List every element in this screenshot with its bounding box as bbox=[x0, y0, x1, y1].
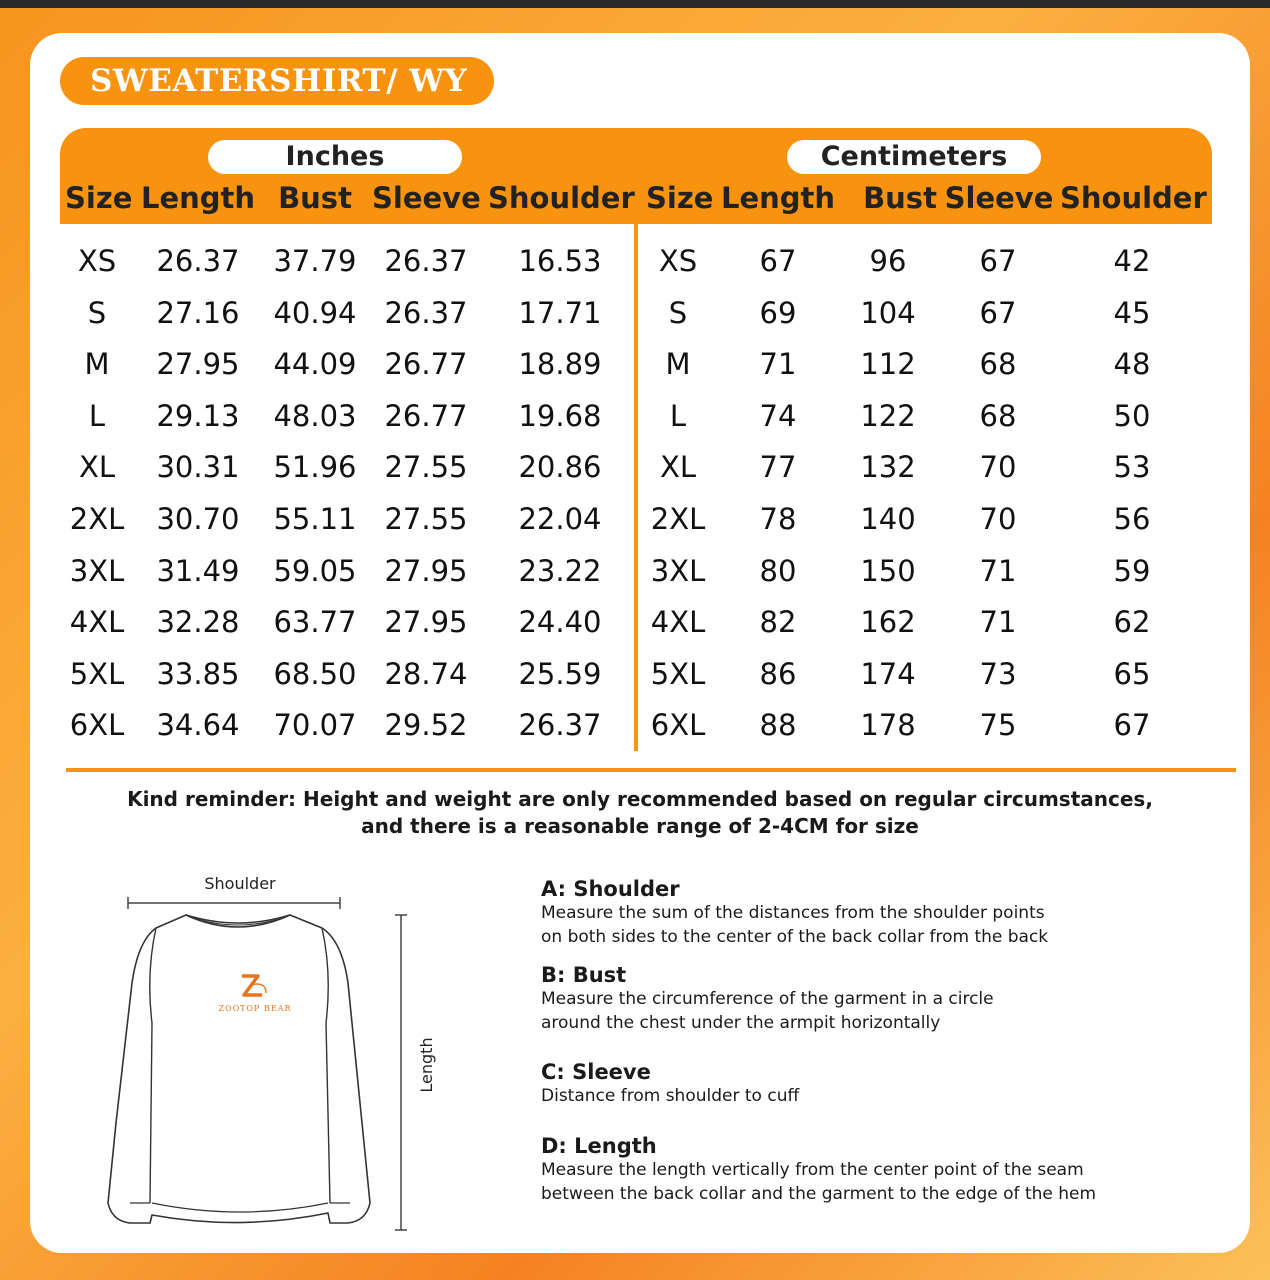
cm-cell-sleeve: 68 bbox=[979, 398, 1017, 433]
inches-cell-shoulder: 16.53 bbox=[518, 244, 602, 278]
cm-cell-shoulder: 50 bbox=[1113, 398, 1151, 433]
inches-cell-size: XL bbox=[78, 450, 116, 485]
inches-cell-bust: 40.94 bbox=[273, 295, 357, 330]
inches-cell-sleeve: 26.37 bbox=[384, 244, 468, 278]
cm-cell-bust: 132 bbox=[860, 450, 916, 485]
cm-cell-size: 2XL bbox=[650, 502, 706, 536]
inches-cell-shoulder: 17.71 bbox=[518, 295, 602, 330]
table-row bbox=[30, 287, 1250, 339]
sleeve-text-line: Distance from shoulder to cuff bbox=[541, 1086, 800, 1106]
cm-col-length: Length bbox=[720, 181, 836, 215]
inches-cell-sleeve: 27.95 bbox=[384, 553, 468, 588]
cm-cell-length: 88 bbox=[759, 708, 797, 743]
cm-cell-shoulder: 62 bbox=[1113, 605, 1151, 640]
table-row bbox=[30, 441, 1250, 493]
inches-cell-bust: 55.11 bbox=[273, 502, 357, 536]
size-chart-card bbox=[30, 33, 1250, 1253]
cm-cell-size: 5XL bbox=[650, 656, 706, 691]
inches-cell-size: 2XL bbox=[69, 502, 125, 536]
inches-cell-length: 30.31 bbox=[156, 450, 240, 485]
inches-unit-label: Inches bbox=[208, 140, 462, 174]
inches-cell-length: 27.95 bbox=[156, 347, 240, 382]
bust-description bbox=[541, 962, 994, 1035]
inches-cell-length: 27.16 bbox=[156, 295, 240, 330]
inches-cell-shoulder: 19.68 bbox=[518, 398, 602, 433]
inches-cell-size: 6XL bbox=[69, 708, 125, 743]
cm-cell-size: 3XL bbox=[650, 553, 706, 588]
reminder-line-1: Kind reminder: Height and weight are only recommended based on regular circumstances, bbox=[127, 787, 1153, 811]
cm-cell-shoulder: 56 bbox=[1113, 502, 1151, 536]
inches-cell-bust: 51.96 bbox=[273, 450, 357, 485]
inches-cell-shoulder: 23.22 bbox=[518, 553, 602, 588]
section-divider bbox=[66, 768, 1236, 772]
inches-cell-length: 34.64 bbox=[156, 708, 240, 743]
cm-cell-shoulder: 48 bbox=[1113, 347, 1151, 382]
cm-col-bust: Bust bbox=[863, 181, 937, 215]
cm-cell-size: XS bbox=[658, 244, 698, 278]
bust-text-line: Measure the circumference of the garment in a circle bbox=[541, 989, 994, 1009]
cm-cell-bust: 140 bbox=[860, 502, 916, 536]
inches-cell-length: 29.13 bbox=[156, 398, 240, 433]
cm-cell-sleeve: 75 bbox=[979, 708, 1017, 743]
table-row bbox=[30, 596, 1250, 648]
centimeters-unit-label: Centimeters bbox=[787, 140, 1041, 174]
table-row bbox=[30, 338, 1250, 390]
cm-cell-shoulder: 59 bbox=[1113, 553, 1151, 588]
table-row bbox=[30, 235, 1250, 287]
sleeve-description bbox=[541, 1059, 799, 1109]
inches-cell-length: 30.70 bbox=[156, 502, 240, 536]
cm-cell-shoulder: 67 bbox=[1113, 708, 1151, 743]
cm-cell-size: XL bbox=[659, 450, 697, 485]
sweatshirt-outline-icon bbox=[90, 873, 450, 1243]
inches-cell-bust: 37.79 bbox=[273, 244, 357, 278]
table-row bbox=[30, 390, 1250, 442]
cm-cell-length: 80 bbox=[759, 553, 797, 588]
shoulder-heading: A: Shoulder bbox=[541, 877, 680, 901]
inches-cell-shoulder: 20.86 bbox=[518, 450, 602, 485]
cm-cell-sleeve: 68 bbox=[979, 347, 1017, 382]
table-header bbox=[60, 128, 1212, 224]
cm-cell-sleeve: 73 bbox=[979, 656, 1017, 691]
cm-cell-bust: 174 bbox=[860, 656, 916, 691]
inches-col-sleeve: Sleeve bbox=[372, 181, 481, 215]
inches-cell-length: 32.28 bbox=[156, 605, 240, 640]
inches-cell-bust: 44.09 bbox=[273, 347, 357, 382]
table-row bbox=[30, 699, 1250, 751]
cm-cell-size: 4XL bbox=[650, 605, 706, 640]
inches-cell-size: M bbox=[84, 347, 110, 382]
length-text-line: between the back collar and the garment to the edge of the hem bbox=[541, 1183, 1097, 1204]
brand-logo-text: ZOOTOP BEAR bbox=[218, 1004, 292, 1013]
inches-cell-bust: 70.07 bbox=[273, 708, 357, 743]
length-measure-label: Length bbox=[417, 1037, 436, 1093]
cm-cell-bust: 104 bbox=[860, 295, 916, 330]
inches-cell-length: 26.37 bbox=[156, 244, 240, 278]
cm-col-sleeve: Sleeve bbox=[944, 181, 1054, 215]
inches-cell-bust: 63.77 bbox=[273, 605, 357, 640]
inches-cell-size: S bbox=[87, 295, 107, 330]
cm-cell-length: 67 bbox=[759, 244, 797, 278]
inches-cell-sleeve: 29.52 bbox=[384, 708, 468, 743]
inches-col-bust: Bust bbox=[278, 181, 352, 215]
cm-cell-shoulder: 42 bbox=[1113, 244, 1151, 278]
inches-col-length: Length bbox=[140, 181, 256, 215]
shoulder-text-line: on both sides to the center of the back collar from the back bbox=[541, 926, 1049, 947]
cm-cell-shoulder: 45 bbox=[1113, 295, 1151, 330]
inches-cell-sleeve: 26.77 bbox=[384, 347, 468, 382]
inches-cell-sleeve: 27.55 bbox=[384, 450, 468, 485]
cm-cell-length: 77 bbox=[759, 450, 797, 485]
inches-cell-bust: 68.50 bbox=[273, 656, 357, 691]
chart-title: SWEATERSHIRT/ WY bbox=[60, 57, 494, 105]
cm-cell-length: 69 bbox=[759, 295, 797, 330]
inches-cell-length: 33.85 bbox=[156, 656, 240, 691]
cm-cell-length: 86 bbox=[759, 656, 797, 691]
cm-cell-bust: 122 bbox=[860, 398, 916, 433]
bust-text-line: around the chest under the armpit horizontally bbox=[541, 1012, 941, 1033]
cm-cell-length: 78 bbox=[759, 502, 797, 536]
cm-cell-size: 6XL bbox=[650, 708, 706, 743]
inches-cell-size: 5XL bbox=[69, 656, 125, 691]
reminder-line-2: and there is a reasonable range of 2-4CM for size bbox=[361, 814, 919, 838]
cm-cell-sleeve: 67 bbox=[979, 295, 1017, 330]
cm-cell-bust: 162 bbox=[860, 605, 916, 640]
cm-cell-bust: 178 bbox=[860, 708, 916, 743]
kind-reminder bbox=[70, 786, 1210, 840]
cm-cell-shoulder: 53 bbox=[1113, 450, 1151, 485]
inches-cell-sleeve: 27.95 bbox=[384, 605, 468, 640]
inches-cell-size: XS bbox=[77, 244, 117, 278]
cm-col-size: Size bbox=[646, 181, 714, 215]
inches-cell-size: 3XL bbox=[69, 553, 125, 588]
table-row bbox=[30, 493, 1250, 545]
inches-cell-bust: 59.05 bbox=[273, 553, 357, 588]
cm-cell-sleeve: 70 bbox=[979, 502, 1017, 536]
inches-cell-shoulder: 26.37 bbox=[518, 708, 602, 743]
inches-cell-shoulder: 22.04 bbox=[518, 502, 602, 536]
cm-cell-length: 71 bbox=[759, 347, 797, 382]
cm-cell-length: 82 bbox=[759, 605, 797, 640]
cm-cell-length: 74 bbox=[759, 398, 797, 433]
inches-cell-sleeve: 27.55 bbox=[384, 502, 468, 536]
top-bar bbox=[0, 0, 1270, 8]
cm-cell-bust: 112 bbox=[860, 347, 916, 382]
inches-cell-size: 4XL bbox=[69, 605, 125, 640]
inches-cell-sleeve: 26.77 bbox=[384, 398, 468, 433]
inches-cell-shoulder: 18.89 bbox=[518, 347, 602, 382]
sweatshirt-diagram bbox=[90, 873, 450, 1243]
length-heading: D: Length bbox=[541, 1134, 657, 1158]
shoulder-text-line: Measure the sum of the distances from the shoulder points bbox=[541, 903, 1045, 923]
inches-col-shoulder: Shoulder bbox=[488, 181, 635, 215]
length-description bbox=[541, 1133, 1096, 1206]
cm-cell-sleeve: 70 bbox=[979, 450, 1017, 485]
cm-cell-sleeve: 67 bbox=[979, 244, 1017, 278]
cm-cell-bust: 96 bbox=[869, 244, 907, 278]
length-text-line: Measure the length vertically from the center point of the seam bbox=[541, 1160, 1084, 1180]
inches-cell-sleeve: 28.74 bbox=[384, 656, 468, 691]
inches-cell-shoulder: 24.40 bbox=[518, 605, 602, 640]
shoulder-description bbox=[541, 876, 1048, 949]
table-row bbox=[30, 648, 1250, 700]
shoulder-measure-label: Shoulder bbox=[204, 874, 276, 893]
cm-cell-sleeve: 71 bbox=[979, 553, 1017, 588]
cm-cell-sleeve: 71 bbox=[979, 605, 1017, 640]
inches-cell-length: 31.49 bbox=[156, 553, 240, 588]
inches-cell-sleeve: 26.37 bbox=[384, 295, 468, 330]
inches-cell-shoulder: 25.59 bbox=[518, 656, 602, 691]
cm-cell-bust: 150 bbox=[860, 553, 916, 588]
cm-cell-size: S bbox=[668, 295, 688, 330]
inches-cell-bust: 48.03 bbox=[273, 398, 357, 433]
cm-cell-shoulder: 65 bbox=[1113, 656, 1151, 691]
sleeve-heading: C: Sleeve bbox=[541, 1060, 651, 1084]
bust-heading: B: Bust bbox=[541, 963, 627, 987]
cm-cell-size: L bbox=[669, 398, 687, 433]
cm-cell-size: M bbox=[665, 347, 691, 382]
inches-cell-size: L bbox=[88, 398, 106, 433]
table-row bbox=[30, 545, 1250, 597]
cm-col-shoulder: Shoulder bbox=[1060, 181, 1207, 215]
inches-col-size: Size bbox=[65, 181, 133, 215]
